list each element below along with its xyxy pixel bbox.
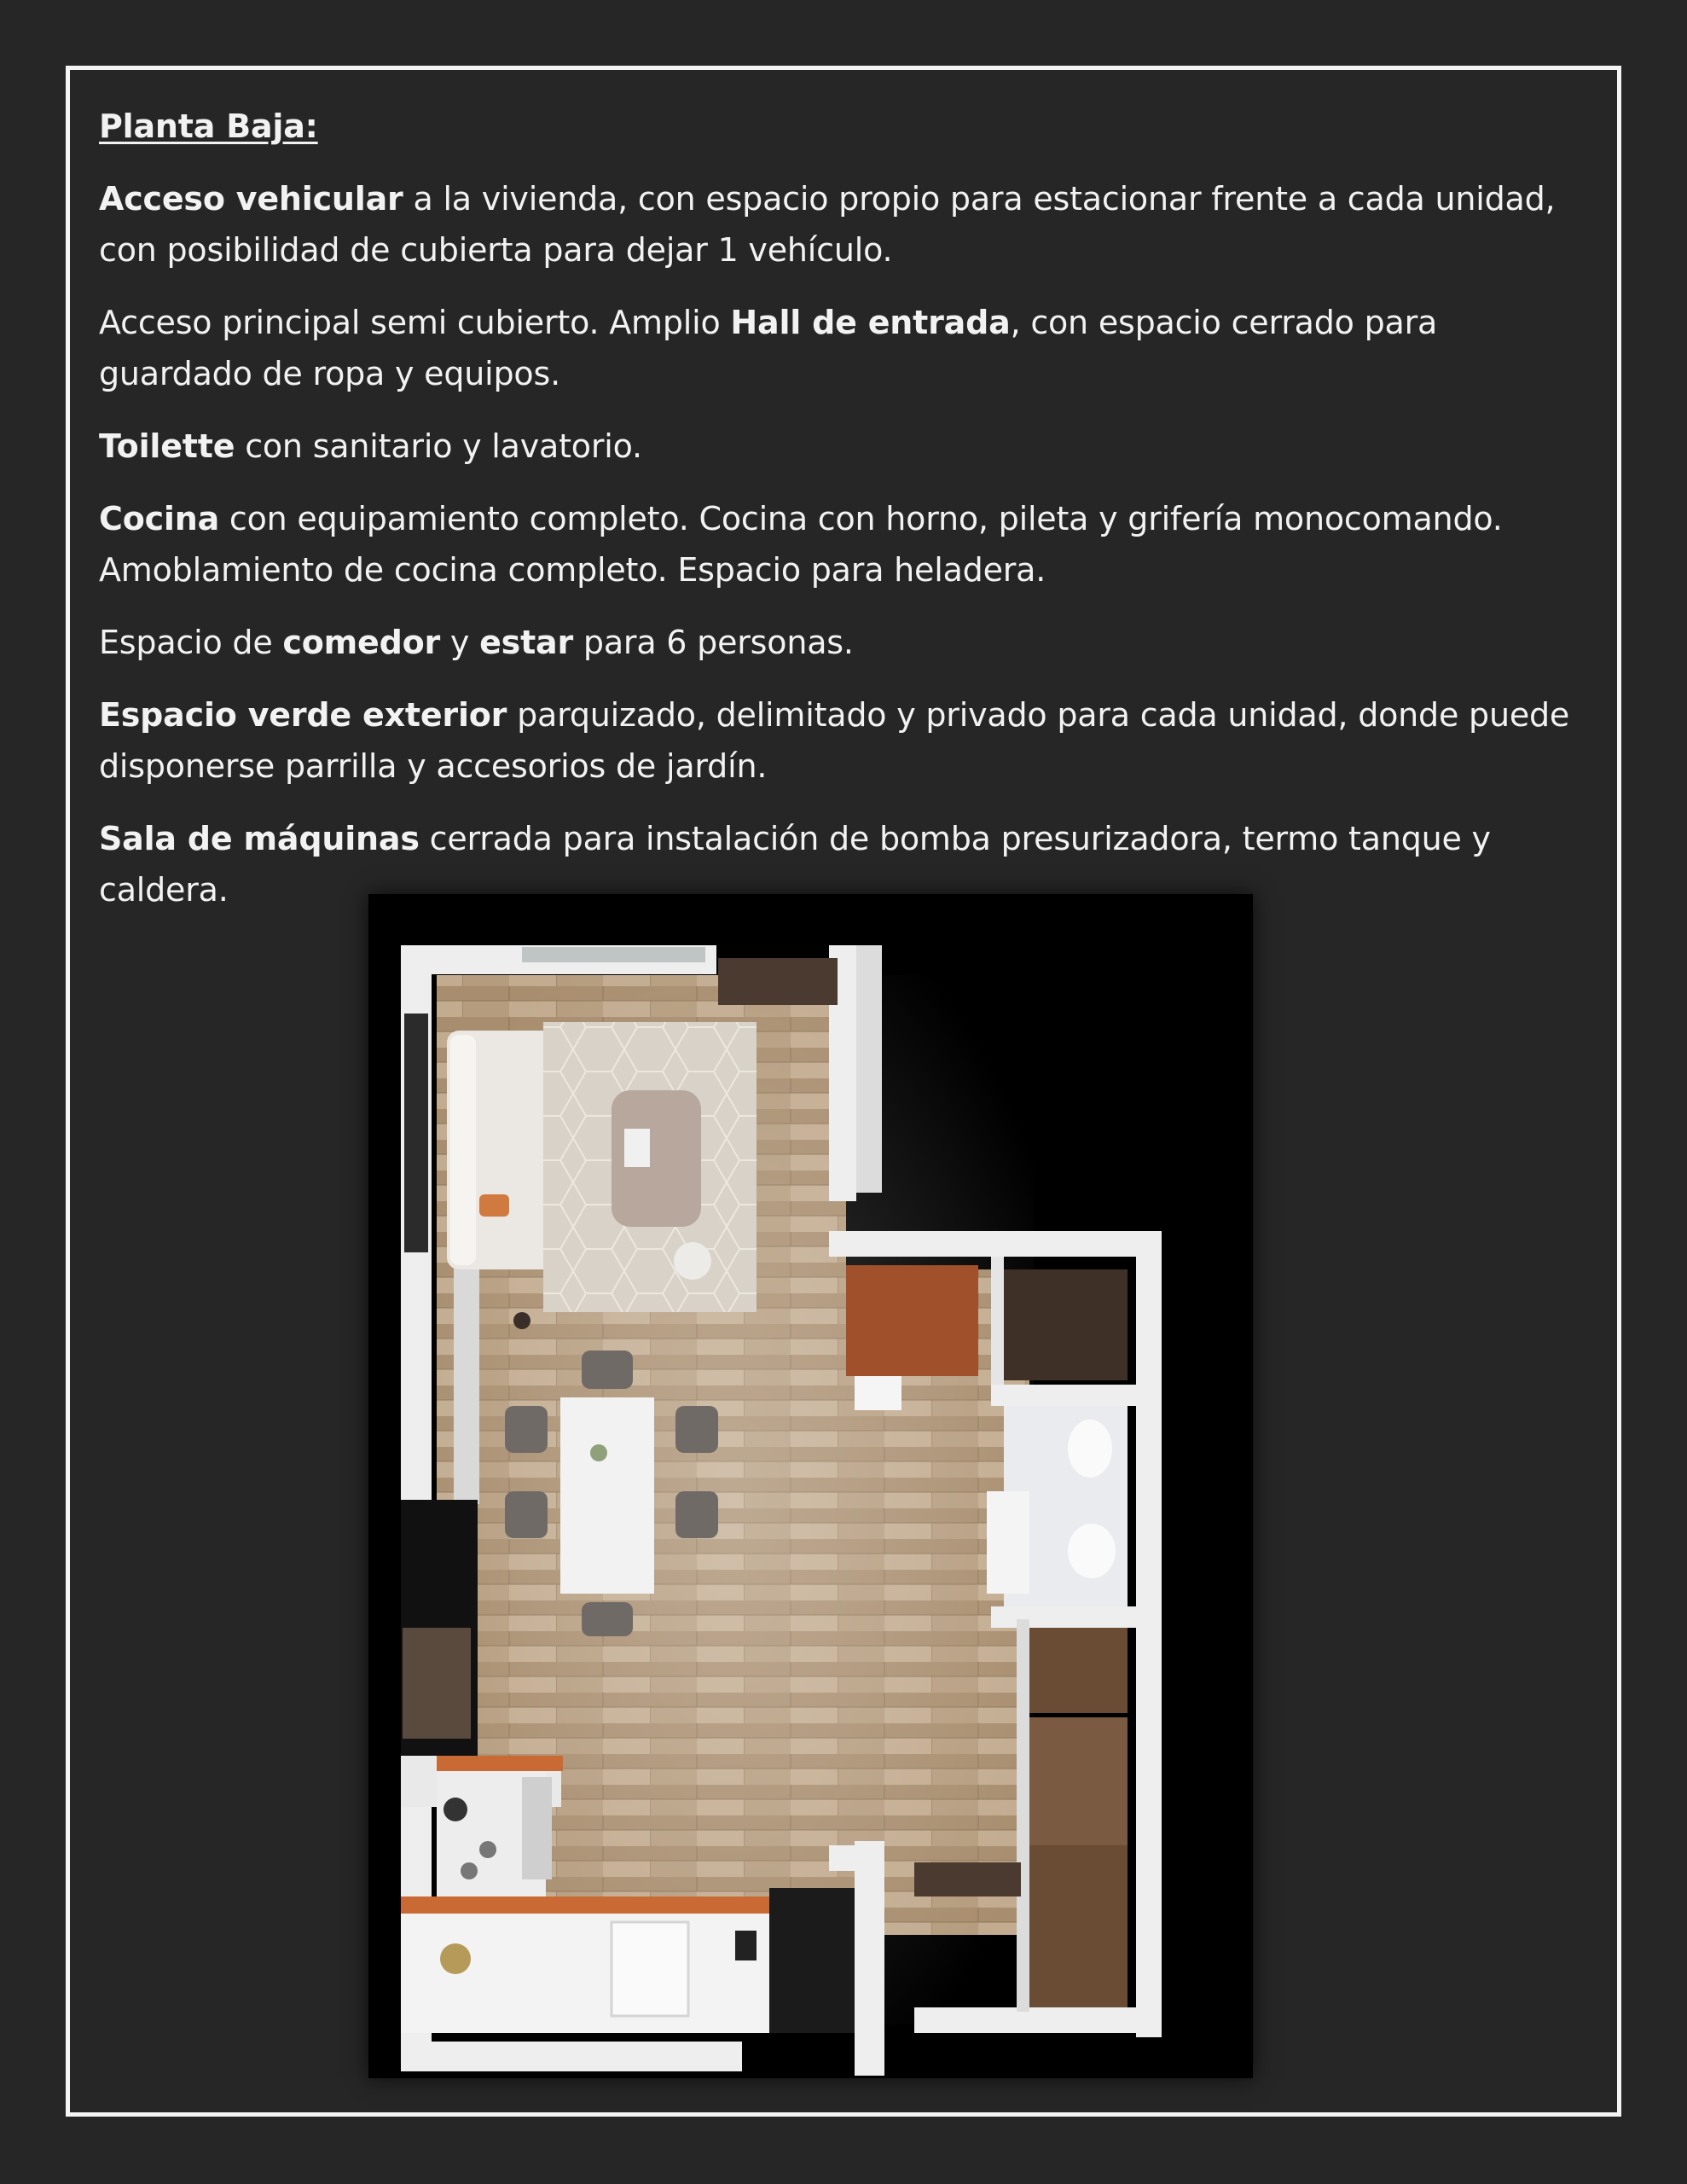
section-heading: Planta Baja: (99, 107, 318, 145)
description-text (99, 101, 1600, 937)
paragraph-kitchen: Cocina con equipamiento completo. Cocina con horno, pileta y grifería monocomando. Amoblamiento de cocina completo. Espacio para heladera. (99, 500, 1503, 589)
paragraph-machine-room: Sala de máquinas cerrada para instalación de bomba presurizadora, termo tanque y caldera. (99, 820, 1491, 909)
paragraph-vehicle-access: Acceso vehicular a la vivienda, con espacio propio para estacionar frente a cada unidad, con posibilidad de cubierta para dejar 1 vehículo. (99, 180, 1556, 269)
paragraph-toilette: Toilette con sanitario y lavatorio. (99, 427, 642, 465)
floor-plan-image (368, 894, 1253, 2078)
paragraph-green-space: Espacio verde exterior parquizado, delimitado y privado para cada unidad, donde puede disponerse parrilla y accesorios de jardín. (99, 696, 1570, 785)
floor-plan-render (368, 894, 1253, 2078)
paragraph-dining-living: Espacio de comedor y estar para 6 personas. (99, 624, 854, 661)
paragraph-main-access: Acceso principal semi cubierto. Amplio Hall de entrada, con espacio cerrado para guardado de ropa y equipos. (99, 304, 1438, 392)
